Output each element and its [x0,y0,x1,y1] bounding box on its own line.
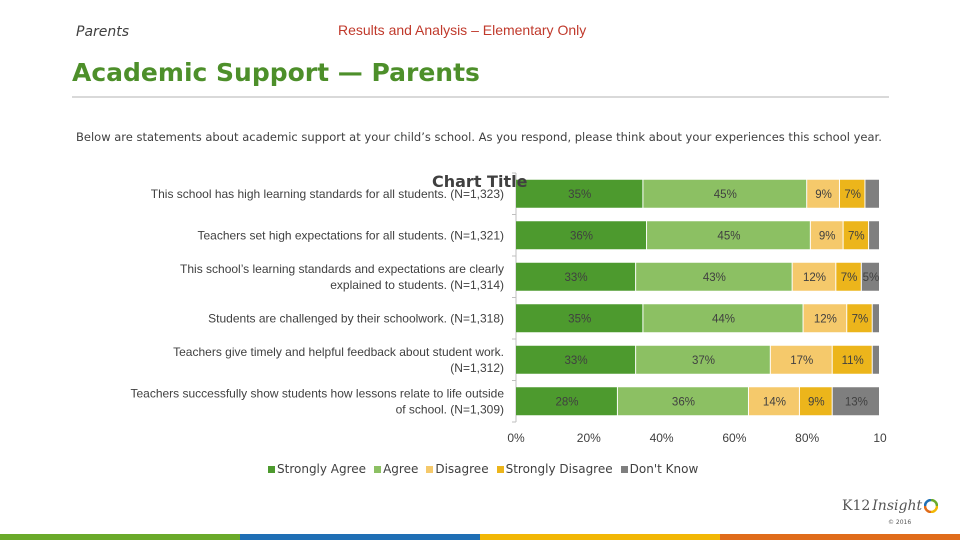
legend-item [268,462,366,476]
legend-swatch [374,466,381,473]
data-label: 7% [851,313,869,326]
x-tick-label: 60% [722,431,747,445]
x-tick-label: 10 [873,431,887,445]
data-label: 9% [807,396,825,409]
data-label: 7% [840,271,858,284]
data-label: 7% [848,230,865,243]
legend-item [374,462,418,476]
x-tick-label: 40% [649,431,674,445]
logo-ring-icon [924,499,938,513]
data-label: 11% [841,354,864,367]
data-label: 45% [713,188,737,201]
x-tick-label: 0% [507,431,525,445]
data-label: 36% [671,396,695,409]
legend-item [621,462,699,476]
copyright-text: © 2016 [888,519,912,526]
category-label: Teachers give timely and helpful feedback about student work. (N=1,312) [173,344,504,375]
chart-title: Chart Title [432,172,528,191]
category-label: Teachers set high expectations for all students. (N=1,321) [197,228,504,243]
legend-swatch [426,466,433,473]
legend-swatch [268,466,275,473]
data-label: 35% [568,313,592,326]
footer-color-segment [480,534,720,540]
report-section-label: Results and Analysis – Elementary Only [338,22,587,38]
bar-segment [873,346,879,374]
chart-legend [268,462,698,476]
footer-color-bar [0,534,960,540]
logo-prefix: K12 [842,498,871,514]
category-label: Students are challenged by their schoolwork. (N=1,318) [208,311,504,326]
section-label: Parents [76,24,130,40]
data-label: 5% [862,271,880,284]
k12-insight-logo [842,498,938,514]
data-label: 7% [844,188,862,201]
bar-segment [869,221,879,249]
footer-color-segment [720,534,960,540]
page-subtitle: Below are statements about academic support at your child’s school. As you respond, please think about your experiences this school year. [76,130,882,144]
data-label: 17% [790,354,814,367]
bar-segment [873,304,879,332]
data-label: 14% [762,396,786,409]
legend-label: Disagree [435,462,489,476]
category-label: This school’s learning standards and expectations are clearly explained to students. (N=1,314) [180,261,504,292]
logo-suffix: Insight [872,498,923,514]
data-label: 44% [711,313,735,326]
legend-label: Strongly Agree [277,462,367,476]
data-label: 9% [818,230,836,243]
data-label: 9% [815,188,832,201]
data-label: 28% [555,396,579,409]
category-label: Teachers successfully show students how lessons relate to life outside of school. (N=1,309) [130,386,504,417]
data-label: 43% [702,271,726,284]
bar-segment [865,180,879,208]
legend-swatch [497,466,504,473]
legend-swatch [621,466,628,473]
x-tick-label: 20% [576,431,601,445]
data-label: 35% [568,188,592,201]
legend-item [497,462,613,476]
legend-label: Don't Know [629,462,699,476]
data-label: 12% [813,313,837,326]
footer-color-segment [240,534,480,540]
category-label: This school has high learning standards for all students. (N=1,323) [150,186,504,201]
page-title: Academic Support — Parents [72,58,480,87]
data-label: 36% [570,230,594,243]
data-label: 45% [717,230,741,243]
legend-label: Strongly Disagree [505,462,613,476]
x-tick-label: 80% [795,431,820,445]
data-label: 13% [844,396,868,409]
data-label: 37% [691,354,715,367]
data-label: 33% [564,271,588,284]
footer-color-segment [0,534,240,540]
data-label: 12% [802,271,826,284]
legend-item [426,462,488,476]
legend-label: Agree [383,462,419,476]
data-label: 33% [564,354,588,367]
